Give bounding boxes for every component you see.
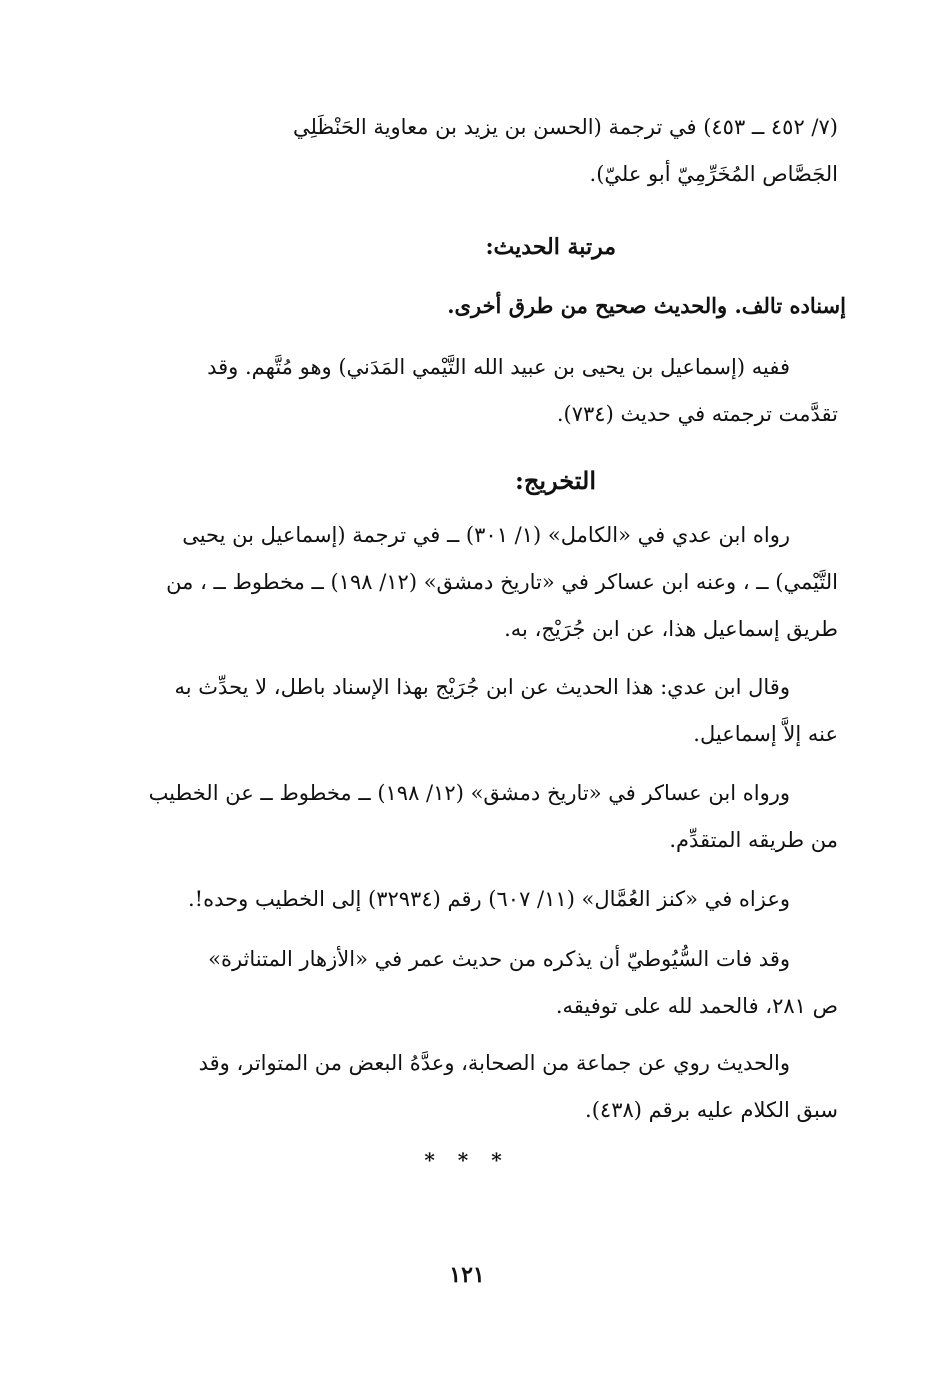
text-line: من طريقه المتقدِّم. bbox=[669, 828, 838, 852]
text-line: رواه ابن عدي في «الكامل» (١/ ٣٠١) ــ في ترجمة (إسماعيل بن يحيى bbox=[182, 523, 790, 547]
text-line: وقد فات السُّيُوطيّ أن يذكره من حديث عمر في «الأزهار المتناثرة» bbox=[208, 947, 790, 971]
rank-heading: مرتبة الحديث: bbox=[485, 234, 616, 260]
text-line: الجَصَّاص المُخَرِّمِيّ أبو عليّ). bbox=[589, 162, 838, 186]
text-line: ففيه (إسماعيل بن يحيى بن عبيد الله التَّيْمي المَدَني) وهو مُتَّهم. وقد bbox=[207, 355, 790, 379]
text-line: عنه إلاَّ إسماعيل. bbox=[693, 722, 838, 746]
takhrij-paragraph-1 bbox=[86, 512, 838, 653]
text-line: ورواه ابن عساكر في «تاريخ دمشق» (١٢/ ١٩٨) ــ مخطوط ــ عن الخطيب bbox=[148, 781, 790, 805]
text-line: والحديث روي عن جماعة من الصحابة، وعدَّهُ البعض من المتواتر، وقد bbox=[198, 1051, 790, 1075]
takhrij-paragraph-3 bbox=[86, 770, 838, 864]
takhrij-paragraph-6 bbox=[86, 1040, 838, 1134]
text-line: وعزاه في «كنز العُمَّال» (١١/ ٦٠٧) رقم (٣٢٩٣٤) إلى الخطيب وحده!. bbox=[188, 887, 790, 911]
intro-paragraph bbox=[86, 104, 838, 198]
takhrij-paragraph-2 bbox=[86, 664, 838, 758]
text-line: (٧/ ٤٥٢ ــ ٤٥٣) في ترجمة (الحسن بن يزيد بن معاوية الحَنْظَلِي bbox=[292, 115, 838, 139]
text-line: تقدَّمت ترجمته في حديث (٧٣٤). bbox=[556, 402, 838, 426]
text-line: طريق إسماعيل هذا، عن ابن جُرَيْج، به. bbox=[504, 617, 838, 641]
takhrij-paragraph-5 bbox=[86, 936, 838, 1030]
takhrij-paragraph-4 bbox=[86, 876, 838, 923]
text-line: وقال ابن عدي: هذا الحديث عن ابن جُرَيْج بهذا الإسناد باطل، لا يحدِّث به bbox=[174, 675, 790, 699]
text-line: ص ٢٨١، فالحمد لله على توفيقه. bbox=[555, 994, 838, 1018]
text-line: إسناده تالف. والحديث صحيح من طرق أخرى. bbox=[447, 293, 846, 318]
rank-text bbox=[86, 282, 846, 329]
text-line: سبق الكلام عليه برقم (٤٣٨). bbox=[585, 1098, 838, 1122]
takhrij-heading: التخريج: bbox=[515, 466, 596, 495]
section-separator: * * * bbox=[424, 1148, 510, 1172]
rank-paragraph bbox=[86, 344, 838, 438]
page-number: ١٢١ bbox=[449, 1262, 485, 1288]
text-line: التَّيْمي) ــ ، وعنه ابن عساكر في «تاريخ دمشق» (١٢/ ١٩٨) ــ مخطوط ــ ، من bbox=[166, 570, 838, 594]
